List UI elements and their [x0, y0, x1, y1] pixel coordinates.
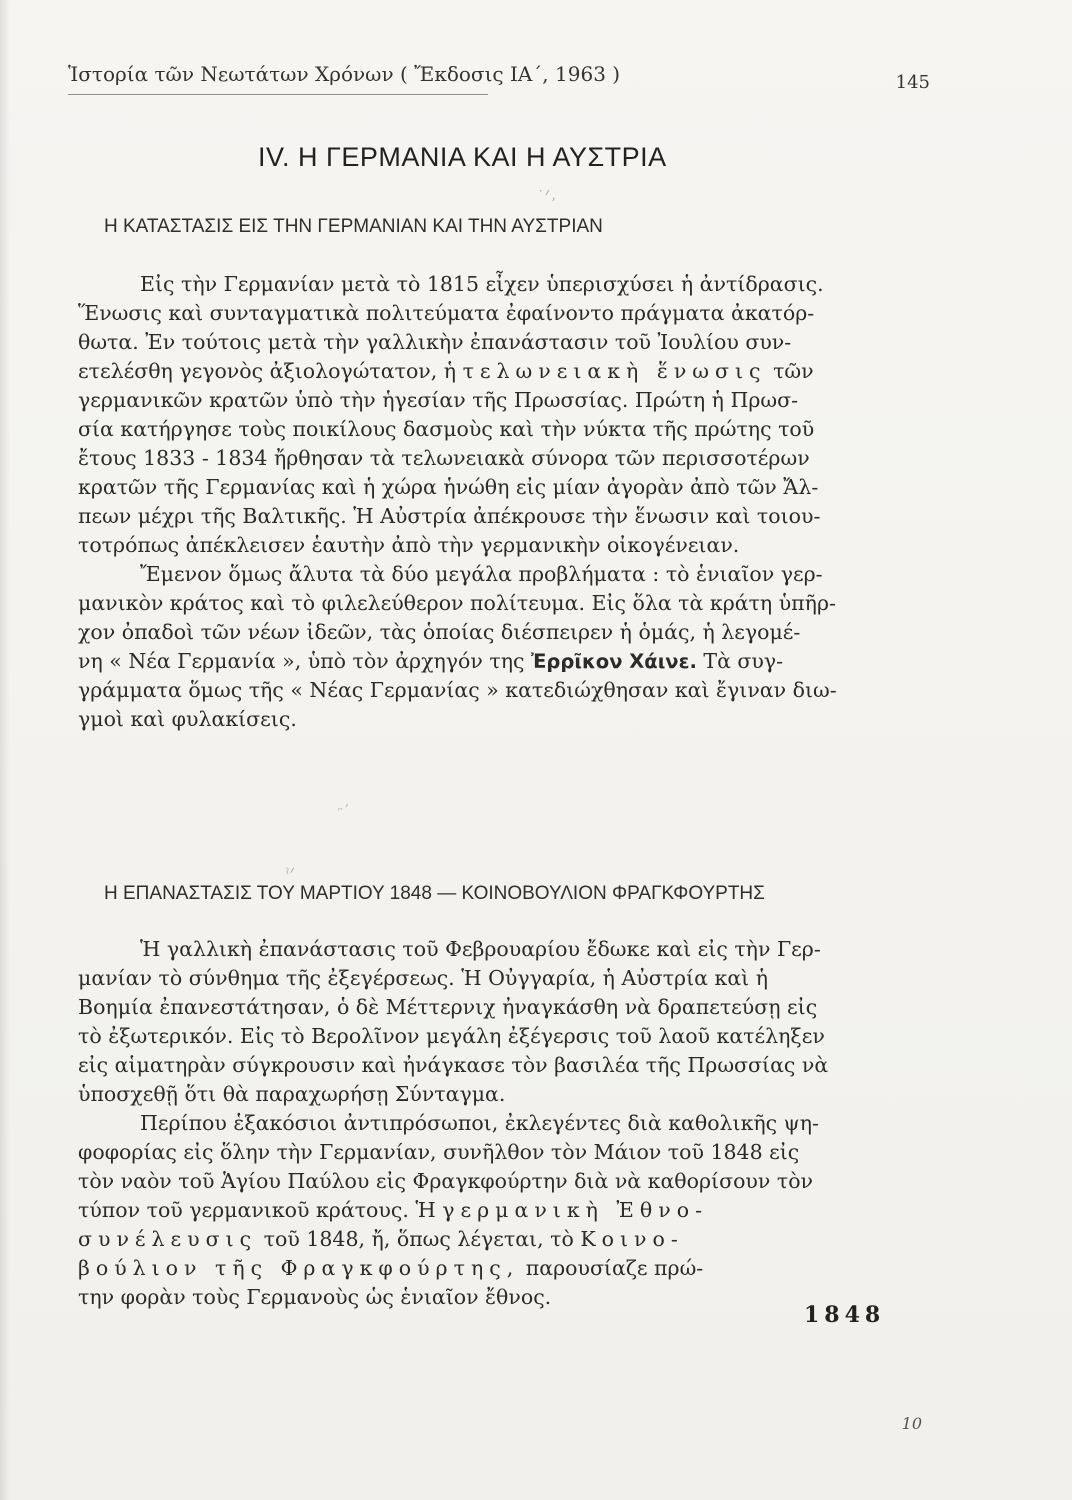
- text-line: πεων μέχρι τῆς Βαλτικῆς. Ἡ Αὐστρία ἀπέκρουσε τὴν ἕνωσιν καὶ τοιου-: [78, 504, 821, 528]
- chapter-title: IV. Η ΓΕΡΜΑΝΙΑ ΚΑΙ Η ΑΥΣΤΡΙΑ: [258, 142, 667, 172]
- text-fragment: τύπον τοῦ γερμανικοῦ κράτους. Ἡ: [78, 1198, 436, 1222]
- text-line: [78, 1254, 948, 1283]
- text-line: γερμανικῶν κρατῶν ὑπὸ τὴν ἡγεσίαν τῆς Πρωσσίας. Πρώτη ἡ Πρωσ-: [78, 388, 799, 412]
- text-line: την φορὰν τοὺς Γερμανοὺς ὡς ἑνιαῖον ἔθνος.: [78, 1285, 552, 1309]
- section-body-revolution: [78, 935, 948, 1312]
- text-line: Ἔμενον ὅμως ἄλυτα τὰ δύο μεγάλα προβλήματα : τὸ ἑνιαῖον γερ-: [140, 562, 823, 586]
- signature-mark: 10: [901, 1414, 922, 1433]
- header-rule: [68, 94, 488, 95]
- text-line: Ἕνωσις καὶ συνταγματικὰ πολιτεύματα ἐφαίνοντο πράγματα ἀκατόρ-: [78, 301, 815, 325]
- text-line: [78, 357, 948, 386]
- emphasized-term: συνέλευσις: [78, 1227, 258, 1251]
- text-line: [78, 647, 948, 676]
- margin-note-year: 1848: [804, 1302, 886, 1328]
- running-header: [68, 50, 930, 94]
- text-line: γράμματα ὅμως τῆς « Νέας Γερμανίας » κατεδιώχθησαν καὶ ἔγιναν διω-: [78, 678, 837, 702]
- text-line: Ἡ γαλλικὴ ἐπανάστασις τοῦ Φεβρουαρίου ἔδωκε καὶ εἰς τὴν Γερ-: [140, 937, 821, 961]
- text-line: τὸν ναὸν τοῦ Ἁγίου Παύλου εἰς Φραγκφούρτην διὰ νὰ καθορίσουν τὸν: [78, 1169, 814, 1193]
- page-number: 145: [895, 72, 930, 93]
- book-title: Ἱστορία τῶν Νεωτάτων Χρόνων ( Ἔκδοσις ΙΑ΄, 1963 ): [68, 62, 621, 86]
- text-fragment: τοῦ 1848, ἤ, ὅπως λέγεται, τὸ: [263, 1227, 574, 1251]
- text-fragment: παρουσίαζε πρώ-: [525, 1256, 704, 1280]
- text-line: χον ὀπαδοὶ τῶν νέων ἰδεῶν, τὰς ὁποίας διέσπειρεν ἡ ὁμάς, ἡ λεγομέ-: [78, 620, 801, 644]
- text-line: ὑποσχεθῇ ὅτι θὰ παραχωρήσῃ Σύνταγμα.: [78, 1082, 506, 1106]
- emphasized-term: βούλιον τῆς Φραγκφούρτης,: [78, 1256, 520, 1280]
- page-edge-shadow: [0, 0, 10, 1500]
- pencil-mark: ˙ᐟ‚: [536, 186, 557, 206]
- text-line: μανίαν τὸ σύνθημα τῆς ἐξεγέρσεως. Ἡ Οὐγγαρία, ἡ Αὐστρία καὶ ἡ: [78, 966, 768, 990]
- text-line: σία κατήργησε τοὺς ποικίλους δασμοὺς καὶ τὴν νύκτα τῆς πρώτης τοῦ: [78, 417, 815, 441]
- text-fragment: ετελέσθη γεγονὸς ἀξιολογώτατον, ἡ: [78, 359, 457, 383]
- text-line: τοτρόπως ἀπέκλεισεν ἑαυτὴν ἀπὸ τὴν γερμανικὴν οἰκογένειαν.: [78, 533, 740, 557]
- text-line: γμοὶ καὶ φυλακίσεις.: [78, 707, 297, 731]
- text-line: Βοημία ἐπανεστάτησαν, ὁ δὲ Μέττερνιχ ἠναγκάσθη νὰ δραπετεύσῃ εἰς: [78, 995, 818, 1019]
- text-line: [78, 1196, 948, 1225]
- text-fragment: νη « Νέα Γερμανία », ὑπὸ τὸν ἀρχηγόν της: [78, 649, 525, 673]
- text-line: θωτα. Ἐν τούτοις μετὰ τὴν γαλλικὴν ἐπανάστασιν τοῦ Ἰουλίου συν-: [78, 330, 792, 354]
- text-fragment: Τὰ συγ-: [703, 649, 784, 673]
- bold-name: Ἐρρῖκον Χάινε.: [531, 650, 697, 673]
- text-line: Περίπου ἑξακόσιοι ἀντιπρόσωποι, ἐκλεγέντες διὰ καθολικῆς ψη-: [140, 1111, 819, 1135]
- text-line: Εἰς τὴν Γερμανίαν μετὰ τὸ 1815 εἶχεν ὑπερισχύσει ἡ ἀντίδρασις.: [140, 272, 824, 296]
- emphasized-term: Κοινο-: [580, 1227, 684, 1251]
- text-line: κρατῶν τῆς Γερμανίας καὶ ἡ χώρα ἡνώθη εἰς μίαν ἀγορὰν ἀπὸ τῶν Ἄλ-: [78, 475, 819, 499]
- pencil-mark: ᵔˊ: [336, 803, 352, 821]
- text-line: [78, 1225, 948, 1254]
- text-line: μανικὸν κράτος καὶ τὸ φιλελεύθερον πολίτευμα. Εἰς ὅλα τὰ κράτη ὑπῆρ-: [78, 591, 836, 615]
- text-line: φοφορίας εἰς ὅλην τὴν Γερμανίαν, συνῆλθον τὸν Μάιον τοῦ 1848 εἰς: [78, 1140, 800, 1164]
- emphasized-term: γερμανικὴ Ἐθνο-: [442, 1198, 708, 1222]
- text-fragment: τῶν: [773, 359, 814, 383]
- section-body-situation: [78, 270, 948, 734]
- text-line: ἔτους 1833 - 1834 ἤρθησαν τὰ τελωνειακὰ σύνορα τῶν περισσοτέρων: [78, 446, 810, 470]
- section-heading-revolution: Η ΕΠΑΝΑΣΤΑΣΙΣ ΤΟΥ ΜΑΡΤΙΟΥ 1848 — ΚΟΙΝΟΒΟΥΛΙΟΝ ΦΡΑΓΚΦΟΥΡΤΗΣ: [104, 883, 765, 904]
- emphasized-term: τελωνειακὴ ἕνωσις: [462, 359, 767, 383]
- text-line: τὸ ἐξωτερικόν. Εἰς τὸ Βερολῖνον μεγάλη ἐξέγερσις τοῦ λαοῦ κατέληξεν: [78, 1024, 825, 1048]
- text-line: εἰς αἱματηρὰν σύγκρουσιν καὶ ἠνάγκασε τὸν βασιλέα τῆς Πρωσσίας νὰ: [78, 1053, 829, 1077]
- pencil-mark: ˀᐟ: [284, 865, 297, 883]
- section-heading-situation: Η ΚΑΤΑΣΤΑΣΙΣ ΕΙΣ ΤΗΝ ΓΕΡΜΑΝΙΑΝ ΚΑΙ ΤΗΝ ΑΥΣΤΡΙΑΝ: [104, 216, 603, 237]
